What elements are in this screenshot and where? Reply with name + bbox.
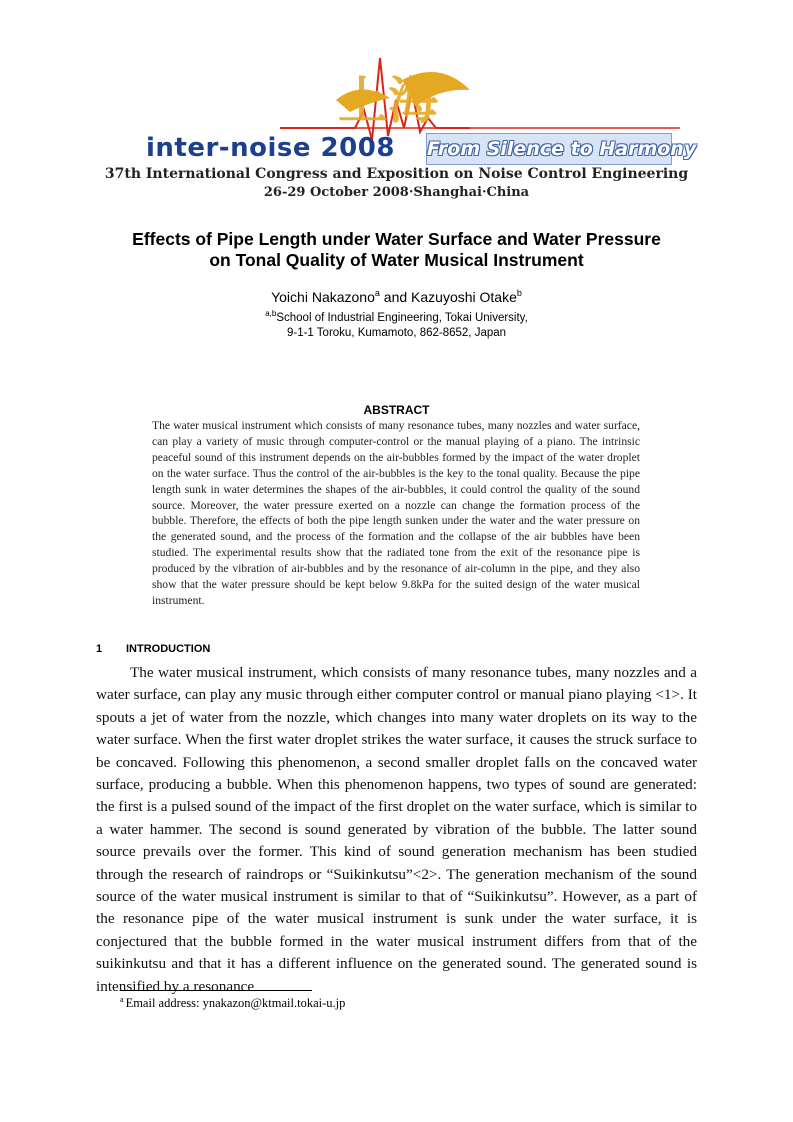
affil-line: 9-1-1 Toroku, Kumamoto, 862-8652, Japan xyxy=(286,327,507,339)
introduction-body xyxy=(96,662,697,998)
abstract-heading: ABSTRACT xyxy=(363,403,430,417)
title-line: Effects of Pipe Length under Water Surface and Water Pressure xyxy=(132,229,661,249)
title-line: on Tonal Quality of Water Musical Instrument xyxy=(209,250,584,270)
author-affil-mark: b xyxy=(516,288,522,298)
author-name: Yoichi Nakazono xyxy=(271,289,375,305)
conference-slogan: From Silence to Harmony xyxy=(426,133,672,165)
congress-dates: 26-29 October 2008·Shanghai·China xyxy=(263,185,530,200)
footnote xyxy=(120,995,345,1011)
affil-mark: a,b xyxy=(265,309,277,318)
section-title: INTRODUCTION xyxy=(126,643,211,655)
author-name: Kazuyoshi Otake xyxy=(411,289,517,305)
section-heading xyxy=(96,643,210,655)
congress-name: 37th International Congress and Exposition on Noise Control Engineering xyxy=(104,166,689,182)
author-list xyxy=(0,288,793,305)
conference-header xyxy=(0,0,793,200)
footnote-mark: a xyxy=(120,995,124,1004)
section-number: 1 xyxy=(96,643,103,655)
footnote-rule xyxy=(120,990,312,991)
affiliation xyxy=(0,306,793,341)
abstract-text: The water musical instrument which consists of many resonance tubes, many nozzles and water surface, can play a variety of music through computer-control or the manual playing of a piano. The intrinsic peaceful sound of this instrument depends on the air-bubbles formed by the impact of the water droplet on the water surface. Thus the control of the air-bubbles is the key to the tonal quality. Because the pipe length sunk in water determines the shapes of the air-bubbles, it could control the quality of the sound source. Moreover, the water pressure exerted on a nozzle can change the formation process of the bubble. Therefore, the effects of both the pipe length sunken under the water and the water pressure on the generated sound, and the process of the formation and the collapse of the air bubbles have been studied. The experimental results show that the radiated tone from the exit of the resonance pipe is produced by the vibration of air-bubbles and by the resonance of air-column in the pipe, and they also show that the water pressure should be kept below 9.8kPa for the suited design of the water musical instrument. xyxy=(152,419,640,607)
logo-chinese-text: 上海 xyxy=(338,71,438,130)
author-conjunction: and xyxy=(379,289,412,305)
body-paragraph: The water musical instrument, which consists of many resonance tubes, many nozzles and a water surface, can play any music through either computer control or manual piano playing <1>. It spouts a jet of water from the nozzle, which changes into many water droplets on its way to the water surface. When the first water droplet strikes the water surface, it causes the struck surface to be concaved. Following this phenomenon, a second smaller droplet falls on the concaved water surface, producing a bubble. When this phenomenon happens, two types of sound are generated: the first is a pulsed sound of the impact of the first droplet on the water surface, which is similar to a water hammer. The second is sound generated by vibration of the bubble. The latter sound source prevails over the former. This kind of sound generation mechanism has been studied through the research of raindrops or “Suikinkutsu”<2>. The generation mechanism of the sound source of the water musical instrument is similar to that of “Suikinkutsu”. However, as a part of the resonance pipe of the water musical instrument is sunk under the water surface, it is conjectured that the bubble formed in the water musical instrument differs from that of the suikinkutsu and that it has a different influence on the generated sound. The generated sound is intensified by a resonance xyxy=(96,664,697,995)
affil-line: School of Industrial Engineering, Tokai University, xyxy=(276,312,528,324)
footnote-text: Email address: ynakazon@ktmail.tokai-u.jp xyxy=(125,996,346,1010)
conference-brand: inter-noise 2008 xyxy=(146,133,395,163)
paper-title xyxy=(100,229,693,271)
author-affil-mark: a xyxy=(374,288,380,298)
